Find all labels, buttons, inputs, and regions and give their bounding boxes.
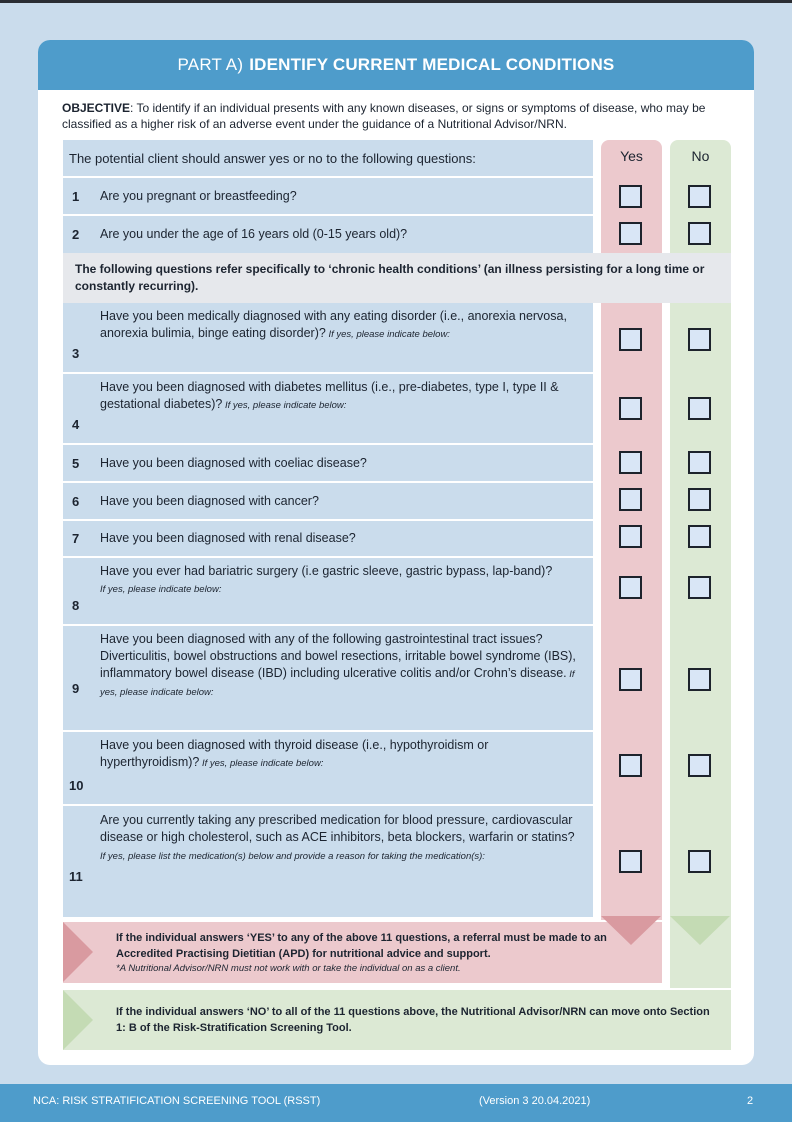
yes-outcome-text	[116, 930, 646, 975]
question-number: 11	[69, 869, 83, 884]
question-main-text: Have you been diagnosed with renal disease?	[100, 531, 356, 545]
question-text	[100, 308, 580, 343]
question-number: 4	[72, 417, 80, 432]
question-note: If yes, please indicate below:	[100, 669, 575, 698]
question-text	[100, 379, 580, 414]
question-text	[100, 631, 580, 701]
q9-yes-checkbox[interactable]	[619, 668, 642, 691]
no-column-header: No	[691, 148, 710, 164]
q7-yes-checkbox[interactable]	[619, 525, 642, 548]
question-number: 10	[69, 778, 84, 793]
question-text	[100, 812, 580, 865]
question-row-6	[63, 481, 593, 519]
no-outcome-arrow-icon	[63, 990, 93, 1050]
objective-paragraph	[62, 100, 732, 132]
q11-no-checkbox[interactable]	[688, 850, 711, 873]
question-row-3	[63, 303, 593, 372]
yes-outcome-note: *A Nutritional Advisor/NRN must not work with or take the individual on as a client.	[116, 963, 461, 974]
question-row-1	[63, 176, 593, 214]
question-row-9	[63, 624, 593, 730]
question-number: 7	[72, 531, 80, 546]
yes-outcome-main: If the individual answers ‘YES’ to any of the above 11 questions, a referral must be made to an Accredited Practising Dietitian (APD) for nutritional advice and support.	[116, 932, 607, 960]
question-main-text: Have you been diagnosed with any of the following gastrointestinal tract issues? Diverticulitis, bowel obstructions and bowel resections, irritable bowel syndrome (IBS), inflammatory bowel disease (IBD) including ulcerative colitis and/or Crohn’s disease.	[100, 632, 576, 680]
question-note: If yes, please indicate below:	[199, 758, 324, 769]
question-main-text: Have you been diagnosed with coeliac disease?	[100, 455, 367, 470]
question-number: 9	[72, 680, 80, 696]
question-note: If yes, please list the medication(s) below and provide a reason for taking the medication(s):	[100, 851, 485, 862]
q3-no-checkbox[interactable]	[688, 328, 711, 351]
no-outcome-text: If the individual answers ‘NO’ to all of the 11 questions above, the Nutritional Advisor/NRN can move onto Section 1: B of the Risk-Stratification Screening Tool.	[116, 1006, 710, 1034]
q1-no-checkbox[interactable]	[688, 185, 711, 208]
top-edge-bar	[0, 0, 792, 3]
yes-column-arrow-icon	[601, 916, 661, 945]
question-main-text: Have you been diagnosed with cancer?	[100, 493, 319, 508]
question-text	[100, 188, 580, 205]
chronic-conditions-subheading: The following questions refer specifically to ‘chronic health conditions’ (an illness persisting for a long time or constantly recurring).	[63, 253, 731, 303]
q9-no-checkbox[interactable]	[688, 668, 711, 691]
yes-outcome-arrow-icon	[63, 922, 93, 982]
no-outcome-box	[63, 990, 731, 1050]
question-text	[100, 530, 580, 547]
no-column-arrow-icon	[670, 916, 730, 945]
question-text	[100, 563, 580, 598]
question-number: 5	[72, 455, 80, 471]
q6-no-checkbox[interactable]	[688, 488, 711, 511]
question-main-text: Are you pregnant or breastfeeding?	[100, 188, 297, 203]
section-title: IDENTIFY CURRENT MEDICAL CONDITIONS	[249, 55, 615, 74]
q4-yes-checkbox[interactable]	[619, 397, 642, 420]
q8-yes-checkbox[interactable]	[619, 576, 642, 599]
objective-label: OBJECTIVE	[62, 101, 131, 115]
q5-yes-checkbox[interactable]	[619, 451, 642, 474]
table-intro-row	[63, 140, 593, 176]
question-main-text: Have you ever had bariatric surgery (i.e gastric sleeve, gastric bypass, lap-band)?	[100, 564, 553, 578]
q5-no-checkbox[interactable]	[688, 451, 711, 474]
page-footer	[0, 1084, 792, 1122]
q1-yes-checkbox[interactable]	[619, 185, 642, 208]
footer-version: (Version 3 20.04.2021)	[479, 1095, 591, 1107]
question-main-text: Have you been diagnosed with thyroid disease (i.e., hypothyroidism or hyperthyroidism)?	[100, 738, 489, 769]
question-text	[100, 737, 580, 772]
question-note: If yes, please indicate below:	[222, 400, 347, 411]
question-row-5	[63, 443, 593, 481]
table-intro-text: The potential client should answer yes or no to the following questions:	[69, 150, 476, 166]
page-number: 2	[747, 1095, 754, 1107]
question-note: If yes, please indicate below:	[325, 329, 450, 340]
q2-yes-checkbox[interactable]	[619, 222, 642, 245]
question-text	[100, 493, 580, 510]
q10-no-checkbox[interactable]	[688, 754, 711, 777]
question-row-4	[63, 372, 593, 443]
question-row-10	[63, 730, 593, 804]
q2-no-checkbox[interactable]	[688, 222, 711, 245]
q10-yes-checkbox[interactable]	[619, 754, 642, 777]
question-number: 2	[72, 227, 80, 242]
section-header	[38, 40, 754, 90]
question-number: 8	[72, 598, 80, 613]
yes-outcome-box	[63, 922, 662, 983]
form-card	[38, 40, 754, 1065]
question-number: 6	[72, 493, 80, 509]
q8-no-checkbox[interactable]	[688, 576, 711, 599]
q3-yes-checkbox[interactable]	[619, 328, 642, 351]
question-number: 3	[72, 346, 80, 361]
question-text	[100, 226, 580, 243]
question-main-text: Are you under the age of 16 years old (0-15 years old)?	[100, 227, 408, 241]
question-row-2	[63, 214, 593, 253]
question-number: 1	[72, 188, 80, 204]
question-row-8	[63, 556, 593, 624]
q6-yes-checkbox[interactable]	[619, 488, 642, 511]
q4-no-checkbox[interactable]	[688, 397, 711, 420]
q7-no-checkbox[interactable]	[688, 525, 711, 548]
question-main-text: Have you been medically diagnosed with any eating disorder (i.e., anorexia nervosa, anorexia bulimia, binge eating disorder)?	[100, 309, 567, 340]
section-part-label: PART A)	[177, 55, 244, 74]
question-main-text: Have you been diagnosed with diabetes mellitus (i.e., pre-diabetes, type I, type II & gestational diabetes)?	[100, 380, 559, 411]
q11-yes-checkbox[interactable]	[619, 850, 642, 873]
question-note: If yes, please indicate below:	[100, 584, 222, 595]
footer-title: NCA: RISK STRATIFICATION SCREENING TOOL (RSST)	[33, 1095, 321, 1107]
question-row-11	[63, 804, 593, 917]
question-row-7	[63, 519, 593, 556]
question-text	[100, 455, 580, 472]
yes-column-header: Yes	[620, 148, 643, 164]
objective-text: : To identify if an individual presents with any known diseases, or signs or symptoms of disease, who may be classified as a higher risk of an adverse event under the guidance of a Nutritional Advisor/NRN.	[62, 101, 706, 131]
question-main-text: Are you currently taking any prescribed medication for blood pressure, cardiovascular disease or high cholesterol, such as ACE inhibitors, beta blockers, warfarin or statins?	[100, 813, 575, 844]
